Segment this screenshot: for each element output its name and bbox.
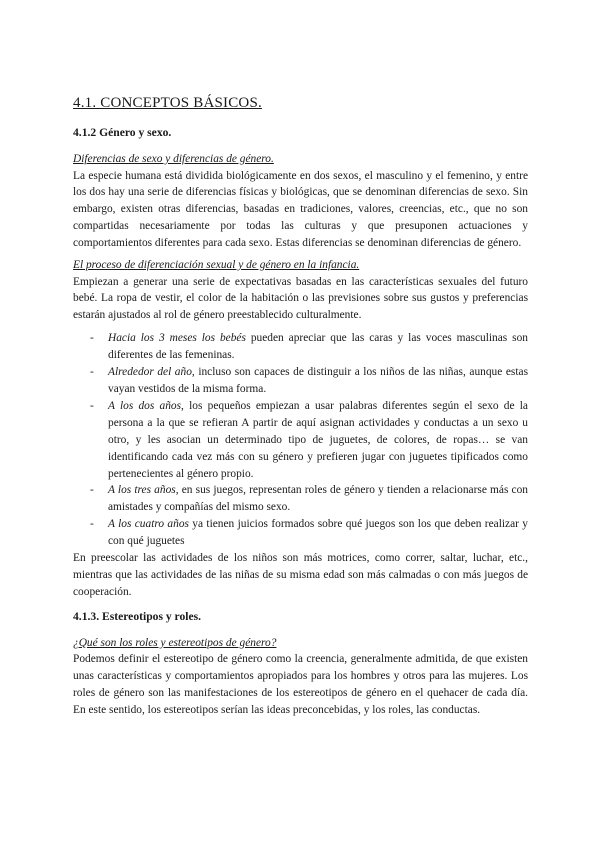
section-title-gender-sex: 4.1.2 Género y sexo.	[73, 126, 172, 139]
list-item: - A los cuatro años ya tienen juicios formados sobre qué juegos son los que deben realizar y con qué juguetes	[90, 518, 528, 548]
list-item: - A los tres años, en sus juegos, representan roles de género y tienden a relacionarse más con amistades y compañías del mismo sexo.	[90, 484, 529, 514]
paragraph-differences: La especie humana está dividida biológicamente en dos sexos, el masculino y el femenino, y entre los dos hay una serie de diferencias físicas y biológicas, que se denominan diferencias de sexo. Sin embargo, existen otras diferencias, basadas en tradiciones, valores, creencias, etc., que no son compartidas necesariamente por todas las culturas y que presuponen actuaciones y comportamientos diferentes para cada sexo. Estas diferencias se denominan diferencias de género.	[73, 169, 528, 250]
paragraph-expectations: Empiezan a generar una serie de expectativas basadas en las características sexuales del futuro bebé. La ropa de vestir, el color de la habitación o las previsiones sobre sus gustos y preferencias estarán ajustados al rol de género preestablecido culturalmente.	[73, 275, 528, 322]
list-item-text: ya tienen juicios formados sobre qué juegos son los que deben realizar y con qué juguetes	[108, 518, 528, 548]
development-list	[73, 330, 528, 550]
list-item: - A los dos años, los pequeños empiezan a usar palabras diferentes según el sexo de la persona a la que se refieran A partir de aquí asignan actividades y conductas a un sexo u otro, y les asocian un determinado tipo de juguetes, de colores, de ropas… se van identificando cada vez más con su género y prefieren jugar con juguetes tipificados como pertenecientes al género propio.	[90, 399, 528, 480]
list-item-text: pueden apreciar que las caras y las voces masculinas son diferentes de las femeninas.	[108, 332, 528, 362]
list-item-text: , en sus juegos, representan roles de género y tienden a relacionarse más con amistades y compañías del mismo sexo.	[108, 484, 529, 514]
list-item-text: , los pequeños empiezan a usar palabras diferentes según el sexo de la persona a la que se refieran A partir de aquí asignan actividades y conductas a un sexo u otro, y les asocian un determinado tipo de juguetes, de colores, de ropas… se van identificando cada vez más con su género y prefieren jugar con juguetes tipificados como pertenecientes al género propio.	[108, 399, 528, 480]
paragraph-preschool: En preescolar las actividades de los niños son más motrices, como correr, saltar, luchar, etc., mientras que las actividades de las niñas de su misma edad son más calmadas o con más juegos de cooperación.	[73, 552, 528, 598]
list-item: - Alrededor del año, incluso son capaces de distinguir a los niños de las niñas, aunque estas vayan vestidos de la misma forma.	[90, 366, 529, 395]
document-body	[73, 94, 528, 719]
paragraph-stereotypes: Podemos definir el estereotipo de género como la creencia, generalmente admitida, de que existen unas características y comportamientos apropiados para los hombres y otros para las mujeres. Los roles de género son las manifestaciones de los estereotipos de género en el quehacer de cada día. En este sentido, los estereotipos serían las ideas preconcebidas, y los roles, las conductas.	[73, 653, 528, 716]
list-item-text: , incluso son capaces de distinguir a los niños de las niñas, aunque estas vayan vestidos de la misma forma.	[108, 366, 529, 395]
list-item-lead: Alrededor del año	[108, 366, 192, 379]
list-item-lead: A los cuatro años	[108, 518, 189, 531]
subheading-differentiation-process: El proceso de diferenciación sexual y de género en la infancia.	[73, 259, 360, 272]
list-item-lead: A los dos años	[108, 399, 182, 412]
subheading-stereotypes-question: ¿Qué son los roles y estereotipos de género?	[73, 636, 277, 649]
section-title-stereotypes: 4.1.3. Estereotipos y roles.	[73, 609, 202, 623]
subheading-differences: Diferencias de sexo y diferencias de género.	[73, 153, 274, 165]
list-item: - Hacia los 3 meses los bebés pueden apreciar que las caras y las voces masculinas son diferentes de las femeninas.	[90, 332, 528, 362]
list-item-lead: Hacia los 3 meses los bebés	[108, 332, 246, 345]
page-heading: 4.1. CONCEPTOS BÁSICOS.	[73, 95, 262, 111]
list-item-lead: A los tres años	[108, 484, 176, 497]
